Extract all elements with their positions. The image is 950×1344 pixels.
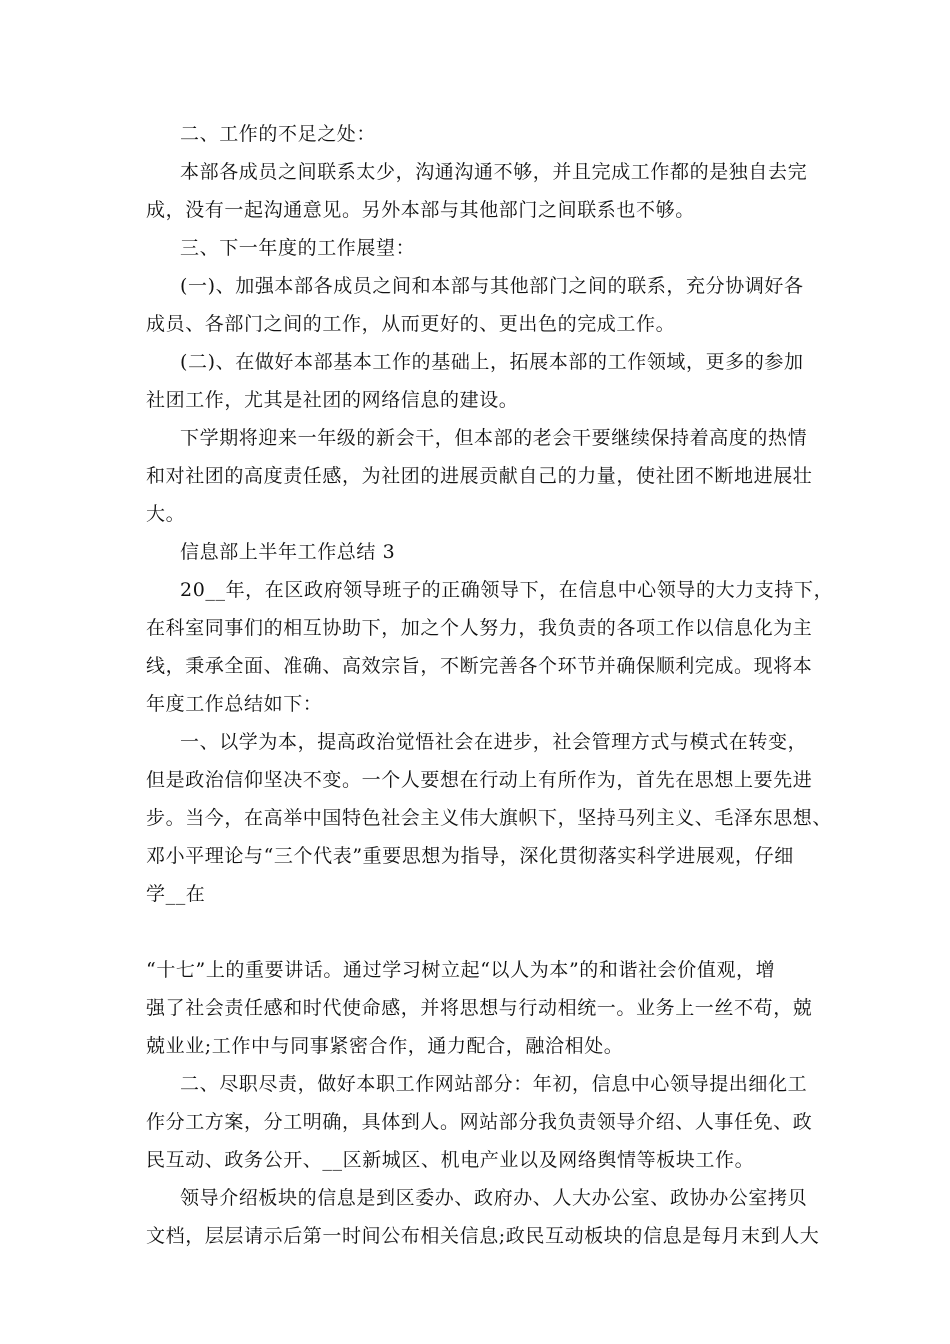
paragraph-line: 领导介绍板块的信息是到区委办、政府办、人大办公室、政协办公室拷贝: [180, 1187, 808, 1209]
paragraph-line: 步。当今，在高举中国特色社会主义伟大旗帜下，坚持马列主义、毛泽东思想、: [146, 807, 833, 829]
paragraph-line: 但是政治信仰坚决不变。一个人要想在行动上有所作为，首先在思想上要先进: [146, 769, 813, 791]
paragraph-line: (二)、在做好本部基本工作的基础上，拓展本部的工作领域，更多的参加: [180, 351, 804, 373]
section-heading: 二、工作的不足之处：: [180, 123, 377, 145]
paragraph-line: 年度工作总结如下：: [146, 693, 323, 715]
paragraph-line: 下学期将迎来一年级的新会干，但本部的老会干要继续保持着高度的热情: [180, 427, 808, 449]
paragraph-line: 20__年，在区政府领导班子的正确领导下，在信息中心领导的大力支持下，: [180, 579, 834, 601]
document-title: 信息部上半年工作总结 3: [180, 541, 396, 563]
paragraph-line: 兢业业;工作中与同事紧密合作，通力配合，融洽相处。: [146, 1035, 624, 1057]
paragraph-line: 民互动、政务公开、__区新城区、机电产业以及网络舆情等板块工作。: [146, 1149, 755, 1171]
paragraph-line: 本部各成员之间联系太少，沟通沟通不够，并且完成工作都的是独自去完: [180, 161, 808, 183]
paragraph-line: 二、尽职尽责，做好本职工作网站部分：年初，信息中心领导提出细化工: [180, 1073, 808, 1095]
paragraph-line: 强了社会责任感和时代使命感，并将思想与行动相统一。业务上一丝不苟，兢: [146, 997, 813, 1019]
paragraph-line: 大。: [146, 503, 186, 525]
paragraph-line: 在科室同事们的相互协助下，加之个人努力，我负责的各项工作以信息化为主: [146, 617, 813, 639]
paragraph-line: 作分工方案，分工明确，具体到人。网站部分我负责领导介绍、人事任免、政: [146, 1111, 813, 1133]
paragraph-line: 文档，层层请示后第一时间公布相关信息;政民互动板块的信息是每月末到人大: [146, 1225, 820, 1247]
section-heading: 三、下一年度的工作展望：: [180, 237, 416, 259]
paragraph-line: (一)、加强本部各成员之间和本部与其他部门之间的联系，充分协调好各: [180, 275, 804, 297]
paragraph-line: 邓小平理论与“三个代表”重要思想为指导，深化贯彻落实科学进展观，仔细: [146, 845, 794, 867]
paragraph-line: 线，秉承全面、准确、高效宗旨，不断完善各个环节并确保顺利完成。现将本: [146, 655, 813, 677]
paragraph-line: 学__在: [146, 883, 206, 905]
paragraph-line: “十七”上的重要讲话。通过学习树立起“以人为本”的和谐社会价值观，增: [146, 959, 776, 981]
paragraph-line: 成员、各部门之间的工作，从而更好的、更出色的完成工作。: [146, 313, 676, 335]
paragraph-line: 社团工作，尤其是社团的网络信息的建设。: [146, 389, 519, 411]
paragraph-line: 一、以学为本，提高政治觉悟社会在进步，社会管理方式与模式在转变，: [180, 731, 808, 753]
paragraph-line: 成，没有一起沟通意见。另外本部与其他部门之间联系也不够。: [146, 199, 695, 221]
paragraph-line: 和对社团的高度责任感，为社团的进展贡献自己的力量，使社团不断地进展壮: [146, 465, 813, 487]
